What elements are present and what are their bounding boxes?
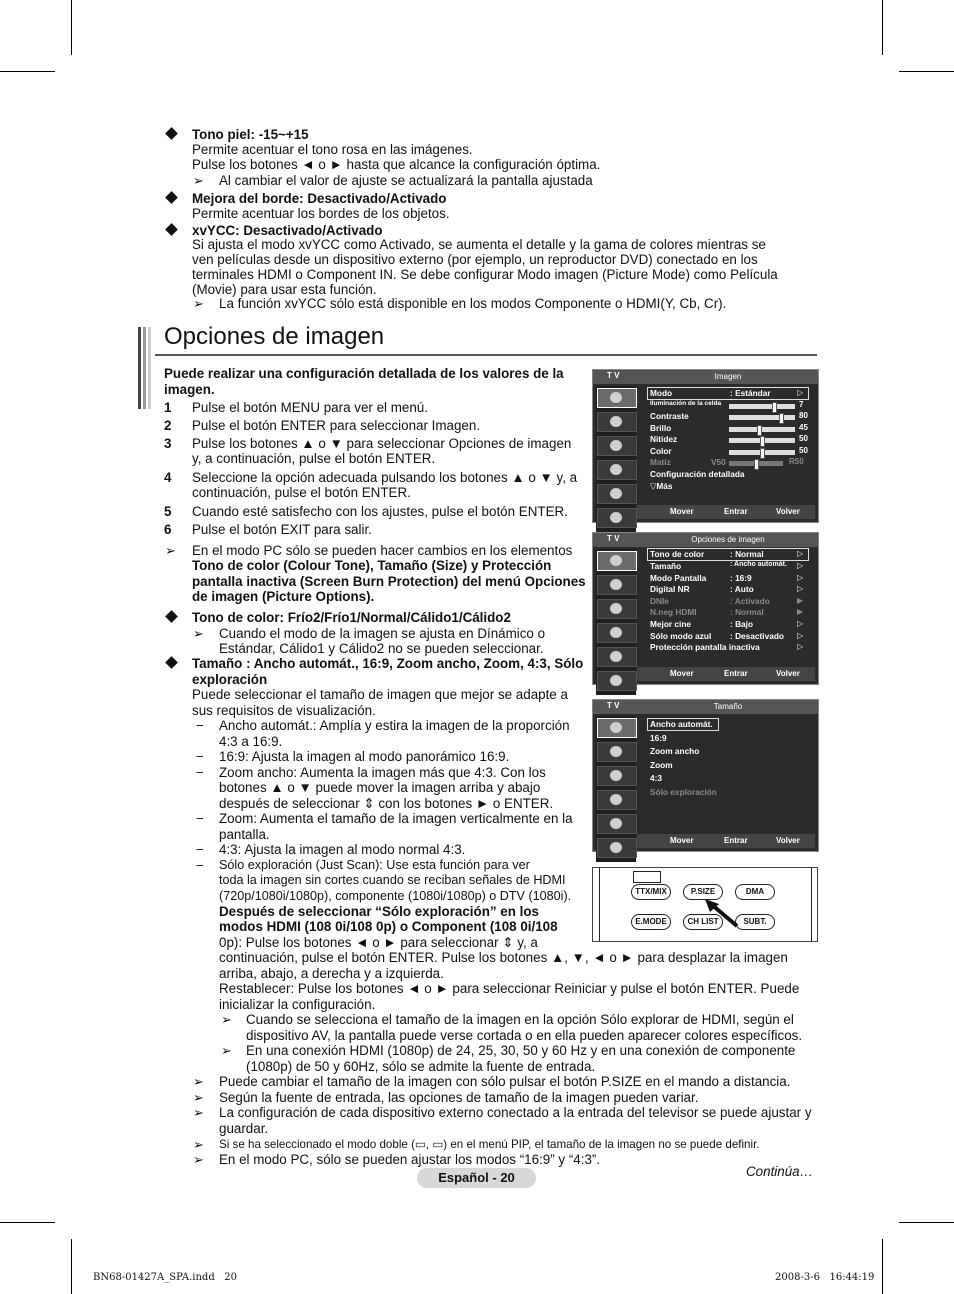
- move-hint: Mover: [670, 507, 694, 516]
- menu-title: Tamaño: [713, 702, 743, 711]
- menu-row-label[interactable]: Sólo modo azul: [650, 631, 712, 641]
- chlist-button[interactable]: CH LIST: [683, 914, 723, 930]
- menu-option[interactable]: Zoom ancho: [650, 746, 700, 756]
- tamano-note: dispositivo AV, la pantalla puede verse cortada o en ella pueden aparecer colores específicos.: [246, 1028, 803, 1043]
- enter-hint: Entrar: [724, 836, 748, 845]
- setup-icon[interactable]: [597, 623, 637, 643]
- slider-knob[interactable]: [757, 425, 762, 436]
- application-icon[interactable]: [597, 671, 637, 691]
- step-number: 3: [164, 436, 172, 451]
- note-arrow-icon: ➢: [221, 1043, 232, 1058]
- menu-row-label[interactable]: Color: [650, 446, 672, 456]
- arrow-right-icon: ▷: [797, 619, 804, 628]
- menu-sidebar: [596, 549, 636, 695]
- menu-sidebar: [596, 716, 636, 862]
- page-label: [417, 1168, 536, 1188]
- tamano-item: 4:3 a 16:9.: [219, 734, 283, 749]
- dash-bullet: −: [196, 811, 204, 826]
- pc-note: pantalla inactiva (Screen Burn Protection) del menú Opciones: [192, 574, 586, 589]
- dash-bullet: −: [196, 842, 204, 857]
- section-bar: [138, 327, 141, 409]
- crop-mark: [71, 0, 72, 55]
- remote-illustration: [592, 867, 818, 942]
- arrow-right-icon: ▷: [797, 388, 804, 397]
- pc-note: Tono de color (Colour Tone), Tamaño (Size) y Protección: [192, 558, 552, 573]
- return-hint: Volver: [776, 507, 800, 516]
- slider-value: 50: [799, 434, 808, 443]
- tamano-note: En una conexión HDMI (1080p) de 24, 25, 30, 50 y 60 Hz y en una conexión de componente: [246, 1043, 796, 1058]
- pc-note: En el modo PC sólo se pueden hacer cambios en los elementos: [192, 543, 573, 558]
- menu-option[interactable]: Zoom: [650, 760, 673, 770]
- psize-button[interactable]: P.SIZE: [683, 884, 723, 900]
- slider-bar[interactable]: [729, 450, 795, 455]
- enter-hint: Entrar: [724, 669, 748, 678]
- setup-icon[interactable]: [597, 790, 637, 810]
- section-bar: [143, 327, 146, 409]
- slider-bar[interactable]: [729, 427, 795, 432]
- final-note: En el modo PC, sólo se pueden ajustar los modos “16:9” y “4:3”.: [219, 1152, 601, 1167]
- tono-piel-title: Tono piel: -15~+15: [192, 127, 309, 142]
- section-rule: [155, 354, 817, 356]
- move-hint: Mover: [670, 669, 694, 678]
- tamano-desc: sus requisitos de visualización.: [192, 703, 376, 718]
- tamano-item: Zoom: Aumenta el tamaño de la imagen verticalmente en la: [219, 811, 573, 826]
- arrow-right-icon: ▷: [797, 584, 804, 593]
- final-note: Según la fuente de entrada, las opciones de tamaño de la imagen pueden variar.: [219, 1090, 699, 1105]
- subt-button[interactable]: SUBT.: [735, 914, 775, 930]
- xvycc-text: Si ajusta el modo xvYCC como Activado, se aumenta el detalle y la gama de colores mientras se: [192, 237, 766, 252]
- dash-bullet: −: [196, 858, 204, 873]
- menu-header: [593, 370, 818, 384]
- menu-footer: [637, 505, 815, 519]
- menu-row-value: : Bajo: [730, 619, 754, 629]
- dash-bullet: −: [196, 718, 204, 733]
- channel-icon[interactable]: [597, 599, 637, 619]
- note-arrow-icon: ➢: [193, 1074, 204, 1089]
- menu-row-value: : Normal: [730, 549, 764, 559]
- step-number: 6: [164, 522, 172, 537]
- bullet-diamond: [165, 656, 178, 669]
- step-number: 2: [164, 418, 172, 433]
- sound-icon[interactable]: [597, 742, 637, 762]
- slider-knob[interactable]: [760, 448, 765, 459]
- step-number: 4: [164, 470, 172, 485]
- menu-row-label[interactable]: N.neg HDMI: [650, 607, 697, 617]
- step-text: y, a continuación, pulse el botón ENTER.: [192, 451, 436, 466]
- pc-note: de imagen (Picture Options).: [192, 589, 375, 604]
- menu-row-value: : Estándar: [730, 388, 771, 398]
- footer-left: BN68-01427A_SPA.indd 20: [93, 1272, 237, 1283]
- arrow-right-icon: ▷: [797, 549, 804, 558]
- menu-tv-label: T V: [607, 534, 620, 543]
- tamano-item: botones ▲ o ▼ puede mover la imagen arriba y abajo: [219, 780, 541, 795]
- bullet-diamond: [165, 191, 178, 204]
- crop-mark: [882, 0, 883, 55]
- note-arrow-icon: ➢: [193, 296, 204, 311]
- tamano-item: Después de seleccionar “Sólo exploración” en los: [219, 904, 539, 919]
- menu-row-label[interactable]: Iluminación de la celda: [650, 400, 722, 407]
- step-text: Cuando esté satisfecho con los ajustes, pulse el botón ENTER.: [192, 504, 568, 519]
- slider-bar[interactable]: [729, 438, 795, 443]
- menu-row-label[interactable]: Contraste: [650, 411, 689, 421]
- menu-row-label[interactable]: ▽Más: [650, 481, 673, 491]
- xvycc-text: ven películas desde un dispositivo externo (por ejemplo, un reproductor DVD) conectado en los: [192, 252, 758, 267]
- tamano-cont: arriba, abajo, a derecha y a izquierda.: [219, 966, 444, 981]
- tamano-desc: Puede seleccionar el tamaño de imagen que mejor se adapte a: [192, 687, 568, 702]
- menu-row-label[interactable]: Modo Pantalla: [650, 573, 707, 583]
- slider-knob[interactable]: [760, 436, 765, 447]
- slider-bar[interactable]: [729, 461, 783, 466]
- note-arrow-icon: ➢: [193, 1152, 204, 1167]
- return-hint: Volver: [776, 669, 800, 678]
- slider-bar[interactable]: [729, 415, 795, 420]
- remote-outline: [811, 868, 812, 941]
- input-icon[interactable]: [597, 647, 637, 667]
- channel-icon[interactable]: [597, 766, 637, 786]
- menu-header: [593, 700, 818, 714]
- enter-hint: Entrar: [724, 507, 748, 516]
- menu-option[interactable]: Ancho automát.: [650, 719, 713, 729]
- note-arrow-icon: ➢: [221, 1012, 232, 1027]
- tamano-item: (720p/1080i/1080p), componente (1080i/1080p) o DTV (1080i).: [219, 889, 572, 903]
- tamano-cont: continuación, pulse el botón ENTER. Pulse los botones ▲, ▼, ◄ o ► para desplazar la imagen: [219, 950, 788, 965]
- arrow-right-icon: ▶: [797, 607, 804, 616]
- final-note: Puede cambiar el tamaño de la imagen con sólo pulsar el botón P.SIZE en el mando a distancia.: [219, 1074, 791, 1089]
- menu-title: Opciones de imagen: [691, 535, 765, 544]
- tono-color-title: Tono de color: Frío2/Frío1/Normal/Cálido1/Cálido2: [192, 610, 511, 625]
- dash-bullet: −: [196, 765, 204, 780]
- menu-row-value: : Activado: [730, 596, 770, 606]
- menu-row-label[interactable]: Configuración detallada: [650, 469, 745, 479]
- channel-icon[interactable]: [597, 436, 637, 456]
- pointer-arrow-icon: [701, 898, 741, 928]
- tv-menu-opciones: [592, 532, 819, 685]
- tamano-item: 0p): Pulse los botones ◄ o ► para seleccionar ⇕ y, a: [219, 935, 538, 950]
- xvycc-text: (Movie) para usar esta función.: [192, 282, 377, 297]
- menu-row-value: : Auto: [730, 584, 754, 594]
- section-bar: [148, 327, 151, 409]
- slider-value: V50: [711, 457, 726, 467]
- menu-row-label[interactable]: Digital NR: [650, 584, 690, 594]
- section-title: Opciones de imagen: [164, 323, 385, 350]
- page-label-text: Español - 20: [438, 1170, 515, 1185]
- input-icon[interactable]: [597, 814, 637, 834]
- tv-menu-imagen: [592, 369, 819, 523]
- note-arrow-icon: ➢: [193, 1090, 204, 1105]
- bullet-diamond: [165, 127, 178, 140]
- setup-icon[interactable]: [597, 460, 637, 480]
- slider-knob[interactable]: [754, 459, 759, 470]
- move-hint: Mover: [670, 836, 694, 845]
- step-text: Pulse el botón EXIT para salir.: [192, 522, 372, 537]
- arrow-right-icon: ▶: [797, 596, 804, 605]
- menu-footer: [637, 667, 815, 681]
- picture-icon[interactable]: [597, 388, 637, 408]
- menu-row-label[interactable]: Tamaño: [650, 561, 682, 571]
- menu-row-value: : Desactivado: [730, 631, 784, 641]
- final-note: La configuración de cada dispositivo externo conectado a la entrada del televisor se puede ajustar y: [219, 1105, 812, 1120]
- crop-mark: [71, 1239, 72, 1294]
- menu-row-label[interactable]: Matiz: [650, 457, 671, 467]
- crop-mark: [882, 1239, 883, 1294]
- slider-value: 50: [799, 446, 808, 455]
- bullet-diamond: [165, 223, 178, 236]
- slider-knob[interactable]: [772, 402, 777, 413]
- tono-color-note: Estándar, Cálido1 y Cálido2 no se pueden seleccionar.: [219, 641, 544, 656]
- slider-knob[interactable]: [779, 413, 784, 424]
- remote-outline: [599, 868, 600, 941]
- note-arrow-icon: ➢: [193, 626, 204, 641]
- teletext-icon: [633, 871, 661, 883]
- tamano-item: Sólo exploración (Just Scan): Use esta función para ver: [219, 858, 530, 872]
- tamano-item: después de seleccionar ⇕ con los botones ► o ENTER.: [219, 796, 554, 811]
- slider-value: 80: [799, 411, 808, 420]
- picture-icon[interactable]: [597, 718, 637, 738]
- tamano-cont: inicializar la configuración.: [219, 997, 376, 1012]
- bullet-diamond: [165, 610, 178, 623]
- menu-option[interactable]: Sólo exploración: [650, 787, 717, 797]
- tono-piel-text: Pulse los botones ◄ o ► hasta que alcance la configuración óptima.: [192, 157, 601, 172]
- return-hint: Volver: [776, 836, 800, 845]
- arrow-right-icon: ▷: [797, 573, 804, 582]
- tamano-title: Tamaño : Ancho automát., 16:9, Zoom ancho, Zoom, 4:3, Sólo: [192, 656, 584, 671]
- menu-footer: [637, 834, 815, 848]
- tono-piel-note: Al cambiar el valor de ajuste se actualizará la pantalla ajustada: [219, 173, 593, 188]
- note-arrow-icon: ➢: [193, 1105, 204, 1120]
- xvycc-note: La función xvYCC sólo está disponible en los modos Componente o HDMI(Y, Cb, Cr).: [219, 296, 727, 311]
- dma-button[interactable]: DMA: [735, 884, 775, 900]
- menu-option[interactable]: 16:9: [650, 733, 667, 743]
- step-number: 5: [164, 504, 172, 519]
- slider-value: 7: [799, 400, 804, 409]
- continua-label: Continúa…: [746, 1164, 813, 1179]
- menu-row-label[interactable]: Protección pantalla inactiva: [650, 642, 760, 652]
- tv-menu-tamano: [592, 699, 819, 852]
- tamano-item: pantalla.: [219, 827, 270, 842]
- tono-piel-text: Permite acentuar el tono rosa en las imágenes.: [192, 142, 473, 157]
- arrow-right-icon: ▷: [797, 561, 804, 570]
- menu-row-value: : Normal: [730, 607, 764, 617]
- final-note: Si se ha seleccionado el modo doble (▭, ▭) en el menú PIP, el tamaño de la imagen no se puede definir.: [219, 1138, 760, 1151]
- arrow-right-icon: ▷: [797, 631, 804, 640]
- crop-mark: [899, 71, 954, 72]
- menu-row-label[interactable]: Nitidez: [650, 434, 678, 444]
- xvycc-text: terminales HDMI o Component IN. Se debe configurar Modo imagen (Picture Mode) como Película: [192, 267, 778, 282]
- lead-text: imagen.: [164, 382, 215, 397]
- slider-value: 45: [799, 423, 808, 432]
- menu-option[interactable]: 4:3: [650, 773, 662, 783]
- step-text: Pulse el botón MENU para ver el menú.: [192, 400, 428, 415]
- xvycc-title: xvYCC: Desactivado/Activado: [192, 223, 383, 238]
- menu-row-label[interactable]: DNIe: [650, 596, 669, 606]
- menu-row-label[interactable]: Brillo: [650, 423, 672, 433]
- step-text: continuación, pulse el botón ENTER.: [192, 485, 411, 500]
- crop-mark: [899, 1222, 954, 1223]
- footer-right: 2008-3-6 16:44:19: [775, 1272, 875, 1283]
- tamano-note: Cuando se selecciona el tamaño de la imagen en la opción Sólo explorar de HDMI, según el: [246, 1012, 794, 1027]
- menu-header: [593, 533, 818, 547]
- step-text: Pulse los botones ▲ o ▼ para seleccionar Opciones de imagen: [192, 436, 572, 451]
- emode-button[interactable]: E.MODE: [631, 914, 671, 930]
- note-arrow-icon: ➢: [193, 1137, 204, 1152]
- tamano-item: Ancho automát.: Amplía y estira la imagen de la proporción: [219, 718, 570, 733]
- slider-bar[interactable]: [729, 404, 795, 409]
- tono-color-note: Cuando el modo de la imagen se ajusta en Dínámico o: [219, 626, 546, 641]
- menu-row-label[interactable]: Tono de color: [650, 549, 705, 559]
- ttx-mix-button[interactable]: TTX/MIX: [631, 884, 671, 900]
- step-text: Seleccione la opción adecuada pulsando los botones ▲ o ▼ y, a: [192, 470, 578, 485]
- step-number: 1: [164, 400, 172, 415]
- input-icon[interactable]: [597, 484, 637, 504]
- arrow-right-icon: ▷: [797, 642, 804, 651]
- final-note: guardar.: [219, 1121, 269, 1136]
- tamano-item: 4:3: Ajusta la imagen al modo normal 4:3.: [219, 842, 466, 857]
- note-arrow-icon: ➢: [193, 173, 204, 188]
- tamano-item: toda la imagen sin cortes cuando se reciban señales de HDMI: [219, 873, 566, 887]
- borde-text: Permite acentuar los bordes de los objetos.: [192, 206, 450, 221]
- slider-value: R50: [789, 457, 804, 466]
- borde-title: Mejora del borde: Desactivado/Activado: [192, 191, 447, 206]
- menu-tv-label: T V: [607, 371, 620, 380]
- tamano-item: modos HDMI (108 0i/108 0p) o Component (108 0i/108: [219, 919, 558, 934]
- crop-mark: [0, 1222, 55, 1223]
- tamano-item: 16:9: Ajusta la imagen al modo panorámico 16:9.: [219, 749, 510, 764]
- menu-row-value: : 16:9: [730, 573, 752, 583]
- application-icon[interactable]: [597, 838, 637, 858]
- menu-row-label[interactable]: Mejor cine: [650, 619, 692, 629]
- menu-title: Imagen: [714, 372, 742, 381]
- tamano-note: (1080p) de 50 y 60Hz, sólo se admite la fuente de entrada.: [246, 1059, 596, 1074]
- tamano-title: exploración: [192, 672, 268, 687]
- menu-tv-label: T V: [607, 701, 620, 710]
- lead-text: Puede realizar una configuración detallada de los valores de la: [164, 366, 564, 381]
- tamano-cont: Restablecer: Pulse los botones ◄ o ► para seleccionar Reiniciar y pulse el botón ENTER. Puede: [219, 981, 800, 996]
- application-icon[interactable]: [597, 508, 637, 528]
- picture-icon[interactable]: [597, 551, 637, 571]
- sound-icon[interactable]: [597, 412, 637, 432]
- dash-bullet: −: [196, 749, 204, 764]
- sound-icon[interactable]: [597, 575, 637, 595]
- step-text: Pulse el botón ENTER para seleccionar Imagen.: [192, 418, 481, 433]
- menu-sidebar: [596, 386, 636, 532]
- note-arrow-icon: ➢: [165, 543, 176, 558]
- menu-row-label[interactable]: Modo: [650, 388, 673, 398]
- tamano-item: Zoom ancho: Aumenta la imagen más que 4:3. Con los: [219, 765, 546, 780]
- crop-mark: [0, 71, 55, 72]
- menu-row-value: : Ancho automát.: [730, 561, 787, 568]
